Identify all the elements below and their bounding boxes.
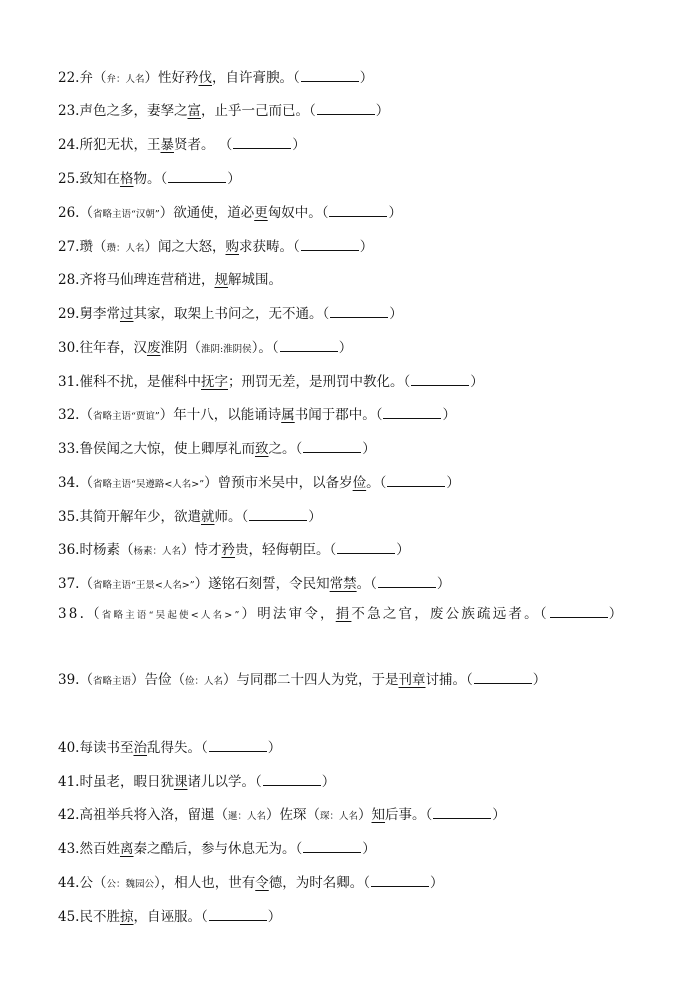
question-text: ）佐琛（ [266,807,320,823]
question-item [58,69,675,89]
question-item [58,305,675,323]
answer-blank[interactable] [209,740,267,752]
question-text: ）遂铭石刻誓，令民知 [194,576,330,592]
question-text: 36.时杨素（ [58,542,134,558]
question-text: ） [446,475,460,491]
key-word: 废 [146,340,161,356]
question-text: ） [358,807,372,823]
question-text: 匈奴中。（ [267,205,329,221]
question-text: ） [492,807,506,823]
question-text: 22.弁（ [58,70,107,86]
question-text: 41.时虽老，暇日犹 [58,774,174,790]
question-text: 不急之官，废公族疏远者。（ [351,606,549,622]
question-item [58,373,675,391]
answer-blank[interactable] [411,374,469,386]
answer-blank[interactable] [378,576,436,588]
question-text: ） [470,374,484,390]
question-item [58,908,675,926]
question-item [58,840,675,858]
key-word: 暴 [160,137,174,153]
answer-blank[interactable] [301,70,359,82]
annotation-note: 弁：人名 [106,74,145,85]
question-text: 26.（ [58,205,93,221]
key-word: 治 [133,740,147,756]
key-word: 捐 [335,606,352,622]
question-text: 45.民不胜 [58,909,120,925]
key-word: 课 [173,774,188,790]
question-text: ） [608,606,625,622]
question-text: 33.鲁侯闻之大惊，使上卿厚礼而 [58,441,255,457]
question-text: ，自诬服。（ [133,909,208,925]
question-text: ） [430,875,444,891]
question-text: ） [321,774,336,790]
question-text: ）恃才 [181,542,222,558]
annotation-note: 瓒：人名 [106,243,145,254]
question-text: 淮阴（ [160,340,201,356]
question-text: ） [338,340,353,356]
question-text: 39.（ [58,672,93,688]
answer-blank[interactable] [383,407,441,419]
annotation-note: 省略主语“贾谊” [92,411,160,422]
question-text: ） [532,672,547,688]
answer-blank[interactable] [433,807,491,819]
question-text: ） [388,205,402,221]
question-text: ）年十八，以能诵诗 [159,407,282,423]
question-text: 40.每读书至 [58,740,134,756]
answer-blank[interactable] [280,340,338,352]
question-text: 32.（ [58,407,93,423]
question-text: ） [267,740,282,756]
question-text: 解城围。 [227,272,282,288]
question-item [58,773,675,791]
question-text: ） [436,576,451,592]
question-text: 乱得失。（ [146,740,208,756]
annotation-note: 省略主语“吴起使<人名>” [101,610,242,621]
question-text: 。（ [366,475,387,491]
question-text: ）欲通使，道必 [159,205,255,221]
question-item [58,671,675,691]
answer-blank[interactable] [303,441,361,453]
key-word: 富 [187,103,201,119]
key-word: 抚字 [200,374,228,390]
question-item [58,575,675,595]
question-text: 44.公（ [58,875,107,891]
question-text: 。（ [356,576,377,592]
key-word: 更 [254,205,268,221]
annotation-note: 杨素：人名 [133,546,181,557]
question-item [58,102,675,120]
question-item [58,271,675,289]
question-text: 物。（ [133,171,168,187]
question-text: 23.声色之多，妻孥之 [58,103,188,119]
question-text: ）性好矜 [144,70,199,86]
answer-blank[interactable] [337,542,395,554]
question-text: ）告俭（ [131,672,185,688]
key-word: 令 [255,875,269,891]
question-text: 25.致知在 [58,171,120,187]
key-word: 属 [281,407,295,423]
question-text: 29.舅李常 [58,306,120,322]
answer-blank[interactable] [249,509,307,521]
key-word: 俭 [352,475,367,491]
answer-blank[interactable] [209,909,267,921]
question-text: 42.高祖举兵将入洛，留暹（ [58,807,228,823]
annotation-note: 省略主语 [92,676,131,687]
question-text: ） [359,70,374,86]
question-item [58,874,675,894]
key-word: 购 [225,239,239,255]
question-text: 德，为时名卿。（ [268,875,370,891]
question-text: 27.瓒（ [58,239,107,255]
question-item [58,474,675,494]
question-text: 28.齐将马仙琕连营稍进， [58,272,215,288]
question-item [58,170,675,188]
question-text: ；刑罚无差，是刑罚中教化。（ [227,374,411,390]
question-text: ） [267,909,282,925]
question-item [58,508,675,526]
question-text: 35.其简开解年少，欲遣 [58,509,201,525]
question-text: ）明法审令， [241,606,336,622]
question-item [58,136,675,154]
question-text: 31.催科不扰，是催科中 [58,374,201,390]
question-text: 讨捕。（ [425,672,473,688]
question-text: 其家，取架上书问之，无不通。（ [133,306,330,322]
question-item [58,406,675,426]
question-item [58,238,675,258]
question-text: 师。（ [214,509,249,525]
question-item [58,739,675,757]
question-text: 38.（ [58,606,102,622]
annotation-note: 琛：人名 [320,811,359,822]
question-text: ，止乎一己而已。（ [200,103,316,119]
question-text: ，自许膏腴。（ [212,70,300,86]
key-word: 过 [119,306,134,322]
key-word: 伐 [198,70,212,86]
question-item [58,440,675,458]
question-text: ） [308,509,322,525]
key-word: 格 [119,171,134,187]
question-text: 后事。（ [385,807,433,823]
key-word: 知 [371,807,386,823]
answer-blank[interactable] [474,672,532,684]
question-text: ）曾预市米吴中，以备岁 [204,475,353,491]
question-text: 贵，轻侮朝臣。（ [235,542,337,558]
question-text: ）。（ [251,340,279,356]
annotation-note: 省略主语“汉朝” [92,209,160,220]
question-text: ） [375,103,390,119]
annotation-note: 暹：人名 [227,811,266,822]
question-text: ）与同郡二十四人为党，于是 [223,672,399,688]
answer-blank[interactable] [263,774,321,786]
annotation-note: 公：魏园公 [106,879,154,890]
question-text: 24.所犯无状，王 [58,137,161,153]
key-word: 矜 [221,542,235,558]
question-text: 书闻于郡中。（ [294,407,383,423]
key-word: 就 [200,509,215,525]
question-text: 30.往年春，汉 [58,340,147,356]
annotation-note: 淮阴:淮阴侯 [200,344,252,355]
key-word: 致 [254,441,269,457]
question-text: ）闻之大怒， [144,239,226,255]
answer-blank[interactable] [387,475,445,487]
question-text: ） [389,306,403,322]
answer-blank[interactable] [550,606,608,618]
question-text: 43.然百姓 [58,841,120,857]
key-word: 常禁 [329,576,357,592]
question-text: ） [227,171,241,187]
annotation-note: 俭：人名 [185,676,224,687]
question-text: 34.（ [58,475,93,491]
question-text: ） [359,239,374,255]
key-word: 刊章 [398,672,426,688]
question-text: ），相人也，世有 [154,875,256,891]
answer-blank[interactable] [371,875,429,887]
question-text: 秦之酷后，参与休息无为。（ [133,841,303,857]
question-text: 之。（ [268,441,303,457]
question-item [58,339,675,359]
answer-blank[interactable] [303,841,361,853]
question-text: ） [396,542,410,558]
key-word: 离 [119,841,134,857]
question-text: 求获畴。（ [239,239,300,255]
answer-blank[interactable] [233,137,291,149]
question-item [58,806,675,826]
question-text: 贤者。 （ [173,137,233,153]
question-item [58,204,675,224]
answer-blank[interactable] [330,306,388,318]
key-word: 掠 [119,909,134,925]
answer-blank[interactable] [168,171,226,183]
question-text: ） [362,841,376,857]
answer-blank[interactable] [317,103,375,115]
annotation-note: 省略主语“王景<人名>” [92,580,195,591]
question-text: ） [442,407,456,423]
question-text: ） [362,441,376,457]
annotation-note: 省略主语“吴遵路<人名>” [92,479,205,490]
answer-blank[interactable] [329,205,387,217]
question-text: 37.（ [58,576,93,592]
question-text: ） [292,137,306,153]
question-item [58,541,675,561]
answer-blank[interactable] [301,239,359,251]
question-item [58,598,675,632]
key-word: 规 [214,272,228,288]
question-text: 诸儿以学。（ [187,774,262,790]
